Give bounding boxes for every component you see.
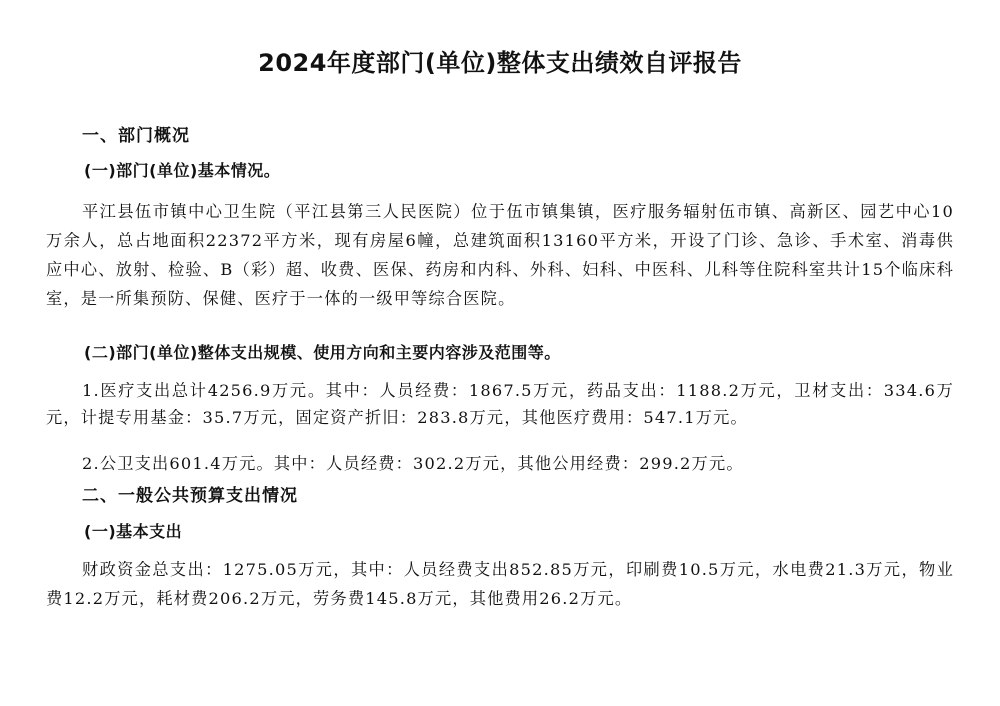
paragraph-basic-expenditure: 财政资金总支出：1275.05万元，其中：人员经费支出852.85万元，印刷费10.5万元，水电费21.3万元，物业费12.2万元，耗材费206.2万元，劳务费145.8万元，其他费用26.2万元。 <box>46 560 954 608</box>
section-heading-public-budget: 二、一般公共预算支出情况 <box>82 486 298 506</box>
document-title: 2024年度部门(单位)整体支出绩效自评报告 <box>258 49 742 77</box>
section-heading-overview: 一、部门概况 <box>82 126 190 146</box>
subsection-heading-basic-expenditure: (一)基本支出 <box>84 522 183 541</box>
paragraph-medical-expenditure: 1.医疗支出总计4256.9万元。其中：人员经费：1867.5万元，药品支出：1188.2万元，卫材支出：334.6万元，计提专用基金：35.7万元，固定资产折旧：283.8万元，其他医疗费用：547.1万元。 <box>46 381 954 427</box>
subsection-heading-expenditure-scale: (二)部门(单位)整体支出规模、使用方向和主要内容涉及范围等。 <box>84 343 561 362</box>
subsection-heading-basic-info: (一)部门(单位)基本情况。 <box>84 161 281 180</box>
paragraph-basic-info: 平江县伍市镇中心卫生院（平江县第三人民医院）位于伍市镇集镇，医疗服务辐射伍市镇、高新区、园艺中心10万余人，总占地面积22372平方米，现有房屋6幢，总建筑面积13160平方米，开设了门诊、急诊、手术室、消毒供应中心、放射、检验、B（彩）超、收费、医保、药房和内科、外科、妇科、中医科、儿科等住院科室共计15个临床科室，是一所集预防、保健、医疗于一体的一级甲等综合医院。 <box>46 202 954 308</box>
paragraph-public-health-expenditure: 2.公卫支出601.4万元。其中：人员经费：302.2万元，其他公用经费：299.2万元。 <box>82 454 744 473</box>
